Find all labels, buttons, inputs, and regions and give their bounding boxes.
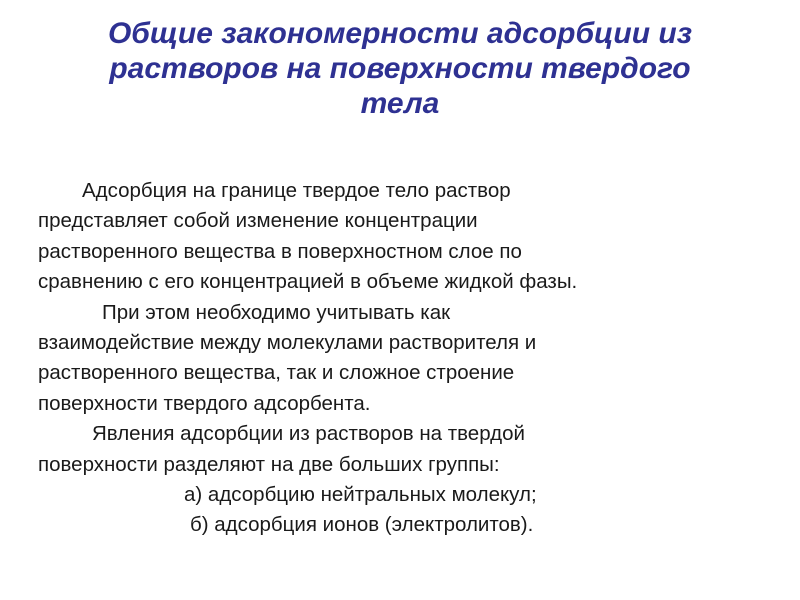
paragraph-2-line: При этом необходимо учитывать как (102, 300, 451, 324)
slide-title-line: тела (360, 87, 440, 120)
paragraph-2-line: растворенного вещества, так и сложное строение (38, 361, 515, 385)
slide-title (20, 16, 780, 121)
paragraph-3-line: Явления адсорбции из растворов на твердой (92, 422, 525, 446)
slide-body-text (38, 176, 778, 541)
paragraph-2-line: поверхности твердого адсорбента. (38, 391, 371, 415)
list-item-b: б) адсорбция ионов (электролитов). (190, 513, 534, 537)
paragraph-2-line: взаимодействие между молекулами растворителя и (38, 331, 537, 355)
list-item-a: а) адсорбцию нейтральных молекул; (184, 483, 537, 507)
paragraph-1-line: Адсорбция на границе твердое тело раствор (82, 179, 511, 202)
paragraph-1-line: растворенного вещества в поверхностном слое по (38, 239, 522, 263)
paragraph-1-line: сравнению с его концентрацией в объеме жидкой фазы. (38, 270, 578, 294)
paragraph-1-line: представляет собой изменение концентрации (38, 209, 478, 233)
slide-title-line: растворов на поверхности твердого (109, 52, 691, 85)
slide-title-line: Общие закономерности адсорбции из (107, 17, 693, 50)
paragraph-3-line: поверхности разделяют на две больших группы: (38, 452, 500, 476)
